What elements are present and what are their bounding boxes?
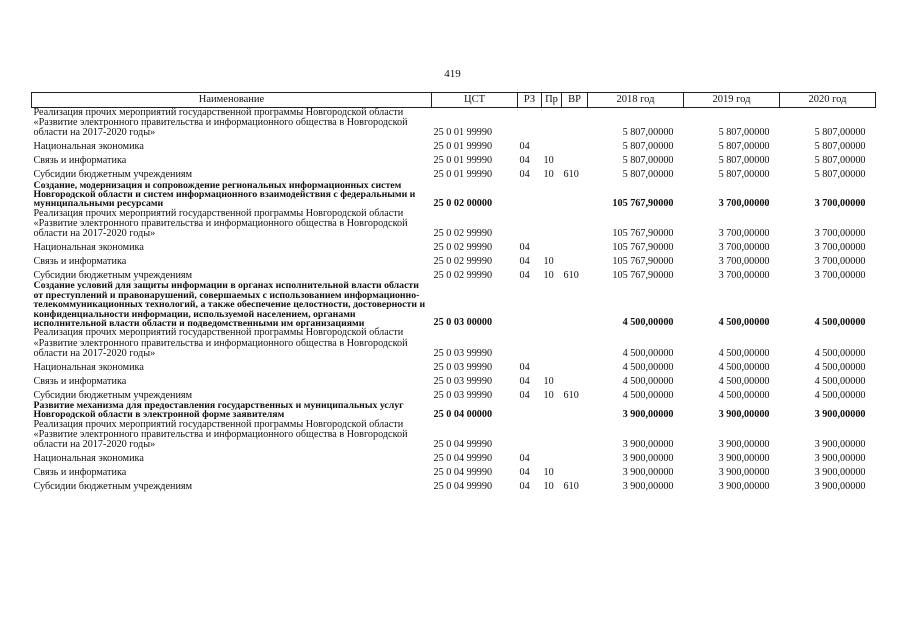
- cell-pr: [542, 328, 562, 359]
- cell-rz: 04: [519, 155, 530, 167]
- cell-name: Связь и информатика: [33, 467, 127, 479]
- cell-pr: 10: [543, 270, 554, 282]
- cell-pr: [542, 359, 562, 373]
- cell-2019: 4 500,00000: [718, 375, 770, 387]
- table-row: [32, 479, 876, 493]
- cell-name: Связь и информатика: [33, 155, 127, 167]
- header-name: Наименование: [32, 93, 432, 108]
- table-row: [32, 167, 876, 181]
- cell-vr: [562, 239, 588, 253]
- cell-vr: [562, 253, 588, 267]
- cell-vr: [562, 465, 588, 479]
- table-row: [32, 328, 876, 359]
- cell-2019: 5 807,00000: [718, 127, 770, 139]
- cell-pr: 10: [543, 375, 554, 387]
- cell-cst: 25 0 03 99990: [433, 347, 493, 359]
- cell-pr: [542, 401, 562, 420]
- cell-name: Национальная экономика: [33, 141, 144, 153]
- cell-2020: 3 700,00000: [814, 256, 866, 268]
- cell-2020: 3 900,00000: [814, 439, 866, 451]
- cell-name: Реализация прочих мероприятий государственной программы Новгородской области «Развитие электронного правительства и информационного общества в Новгородской области на 2017-2020 годы»: [33, 107, 408, 139]
- cell-vr: 610: [563, 270, 579, 282]
- cell-2019: 3 900,00000: [718, 453, 770, 465]
- cell-rz: 04: [519, 389, 530, 401]
- cell-cst: 25 0 02 99990: [433, 242, 493, 254]
- cell-2019: 3 900,00000: [718, 481, 770, 493]
- cell-2018: 4 500,00000: [622, 389, 674, 401]
- cell-2018: 105 767,90000: [612, 270, 674, 282]
- cell-vr: [562, 153, 588, 167]
- cell-rz: [518, 209, 542, 240]
- cell-cst: 25 0 02 99990: [433, 256, 493, 268]
- cell-vr: 610: [563, 169, 579, 181]
- cell-2018: 4 500,00000: [622, 361, 674, 373]
- cell-2020: 3 700,00000: [814, 228, 866, 240]
- cell-rz: 04: [519, 361, 530, 373]
- cell-name: Субсидии бюджетным учреждениям: [33, 169, 193, 181]
- cell-2019: 4 500,00000: [718, 389, 770, 401]
- cell-2019: 3 700,00000: [718, 256, 770, 268]
- cell-2018: 105 767,90000: [612, 242, 674, 254]
- cell-2018: 3 900,00000: [622, 408, 674, 420]
- cell-2020: 4 500,00000: [814, 375, 866, 387]
- cell-pr: [542, 420, 562, 451]
- cell-cst: 25 0 04 99990: [433, 481, 493, 493]
- cell-2020: 5 807,00000: [814, 169, 866, 181]
- header-vr: ВР: [562, 93, 588, 108]
- cell-pr: [542, 108, 562, 139]
- cell-2019: 3 700,00000: [718, 197, 770, 209]
- cell-rz: [518, 401, 542, 420]
- header-2019: 2019 год: [684, 93, 780, 108]
- cell-2018: 5 807,00000: [622, 155, 674, 167]
- cell-2019: 3 700,00000: [718, 228, 770, 240]
- cell-rz: [518, 181, 542, 209]
- cell-2019: 3 900,00000: [718, 408, 770, 420]
- cell-vr: 610: [563, 481, 579, 493]
- cell-2018: 3 900,00000: [622, 453, 674, 465]
- cell-vr: [562, 359, 588, 373]
- header-2020: 2020 год: [780, 93, 876, 108]
- header-row: [32, 93, 876, 108]
- header-rz: РЗ: [518, 93, 542, 108]
- cell-rz: 04: [519, 141, 530, 153]
- cell-2018: 3 900,00000: [622, 481, 674, 493]
- cell-2020: 3 700,00000: [814, 270, 866, 282]
- cell-2019: 3 900,00000: [718, 439, 770, 451]
- cell-pr: 10: [543, 481, 554, 493]
- cell-2020: 3 700,00000: [814, 197, 866, 209]
- table-row: [32, 401, 876, 420]
- cell-name: Реализация прочих мероприятий государственной программы Новгородской области «Развитие электронного правительства и информационного общества в Новгородской области на 2017-2020 годы»: [33, 418, 408, 451]
- cell-rz: 04: [519, 481, 530, 493]
- cell-rz: [518, 420, 542, 451]
- cell-cst: 25 0 01 99990: [433, 127, 493, 139]
- cell-name: Национальная экономика: [33, 242, 144, 254]
- cell-pr: [542, 139, 562, 153]
- cell-vr: [562, 451, 588, 465]
- cell-rz: 04: [519, 467, 530, 479]
- cell-vr: [562, 209, 588, 240]
- cell-2019: 3 700,00000: [718, 242, 770, 254]
- table-row: [32, 387, 876, 401]
- cell-2020: 3 900,00000: [814, 453, 866, 465]
- table-row: [32, 253, 876, 267]
- cell-2018: 5 807,00000: [622, 141, 674, 153]
- cell-cst: 25 0 01 99990: [433, 141, 493, 153]
- cell-2020: 4 500,00000: [814, 361, 866, 373]
- cell-vr: [562, 401, 588, 420]
- cell-rz: [518, 281, 542, 328]
- cell-pr: 10: [543, 389, 554, 401]
- cell-2018: 3 900,00000: [622, 467, 674, 479]
- cell-2019: 3 900,00000: [718, 467, 770, 479]
- cell-vr: [562, 373, 588, 387]
- cell-cst: 25 0 04 00000: [433, 408, 493, 420]
- cell-cst: 25 0 04 99990: [433, 467, 493, 479]
- cell-2019: 4 500,00000: [718, 347, 770, 359]
- table-row: [32, 181, 876, 209]
- table-row: [32, 209, 876, 240]
- cell-name: Субсидии бюджетным учреждениям: [33, 270, 193, 282]
- cell-pr: [542, 239, 562, 253]
- cell-2018: 105 767,90000: [612, 197, 674, 209]
- cell-cst: 25 0 03 99990: [433, 375, 493, 387]
- cell-pr: [542, 209, 562, 240]
- cell-cst: 25 0 02 99990: [433, 270, 493, 282]
- budget-table: [31, 92, 876, 493]
- table-row: [32, 108, 876, 139]
- cell-rz: 04: [519, 453, 530, 465]
- table-body: [32, 108, 876, 493]
- table-row: [32, 239, 876, 253]
- cell-name: Связь и информатика: [33, 256, 127, 268]
- header-cst: ЦСТ: [432, 93, 518, 108]
- cell-2019: 3 700,00000: [718, 270, 770, 282]
- cell-pr: 10: [543, 169, 554, 181]
- cell-rz: [518, 108, 542, 139]
- cell-vr: [562, 139, 588, 153]
- cell-2020: 5 807,00000: [814, 127, 866, 139]
- table-row: [32, 281, 876, 328]
- cell-2019: 4 500,00000: [718, 317, 770, 329]
- cell-vr: 610: [563, 389, 579, 401]
- header-2018: 2018 год: [588, 93, 684, 108]
- cell-2018: 4 500,00000: [622, 375, 674, 387]
- cell-cst: 25 0 03 99990: [433, 389, 493, 401]
- cell-cst: 25 0 01 99990: [433, 155, 493, 167]
- cell-2018: 3 900,00000: [622, 439, 674, 451]
- cell-2020: 3 900,00000: [814, 481, 866, 493]
- cell-name: Реализация прочих мероприятий государственной программы Новгородской области «Развитие электронного правительства и информационного общества в Новгородской области на 2017-2020 годы»: [33, 207, 408, 240]
- cell-2018: 4 500,00000: [622, 317, 674, 329]
- cell-cst: 25 0 02 99990: [433, 228, 493, 240]
- cell-name: Развитие механизма для предоставления государственных и муниципальных услуг Новгородской области в электронной форме заявителям: [33, 400, 404, 421]
- cell-cst: 25 0 03 99990: [433, 361, 493, 373]
- cell-name: Национальная экономика: [33, 453, 144, 465]
- cell-name: Создание, модернизация и сопровождение региональных информационных систем Новгородской области и систем информационного взаимодействия с федеральными и муниципальными ресурсами: [33, 179, 416, 210]
- cell-name: Реализация прочих мероприятий государственной программы Новгородской области «Развитие электронного правительства и информационного общества в Новгородской области на 2017-2020 годы»: [33, 327, 408, 359]
- cell-pr: [542, 281, 562, 328]
- cell-vr: [562, 108, 588, 139]
- cell-2020: 4 500,00000: [814, 317, 866, 329]
- table-row: [32, 267, 876, 281]
- cell-rz: 04: [519, 169, 530, 181]
- cell-2019: 4 500,00000: [718, 361, 770, 373]
- cell-2019: 5 807,00000: [718, 169, 770, 181]
- table-row: [32, 359, 876, 373]
- cell-2018: 105 767,90000: [612, 228, 674, 240]
- cell-rz: 04: [519, 375, 530, 387]
- cell-vr: [562, 420, 588, 451]
- table-header: [32, 93, 876, 108]
- cell-2020: 3 900,00000: [814, 408, 866, 420]
- cell-rz: 04: [519, 242, 530, 254]
- cell-rz: 04: [519, 270, 530, 282]
- cell-2018: 105 767,90000: [612, 256, 674, 268]
- cell-cst: 25 0 03 00000: [433, 317, 493, 329]
- cell-2018: 4 500,00000: [622, 347, 674, 359]
- cell-2020: 4 500,00000: [814, 389, 866, 401]
- cell-2018: 5 807,00000: [622, 169, 674, 181]
- cell-2019: 5 807,00000: [718, 141, 770, 153]
- cell-2020: 5 807,00000: [814, 141, 866, 153]
- cell-vr: [562, 328, 588, 359]
- cell-name: Субсидии бюджетным учреждениям: [33, 481, 193, 493]
- table-row: [32, 139, 876, 153]
- cell-2020: 4 500,00000: [814, 347, 866, 359]
- cell-cst: 25 0 04 99990: [433, 439, 493, 451]
- header-pr: Пр: [542, 93, 562, 108]
- cell-pr: [542, 451, 562, 465]
- cell-2020: 5 807,00000: [814, 155, 866, 167]
- table-row: [32, 373, 876, 387]
- cell-cst: 25 0 02 00000: [433, 197, 493, 209]
- cell-rz: 04: [519, 256, 530, 268]
- cell-2020: 3 700,00000: [814, 242, 866, 254]
- table-row: [32, 451, 876, 465]
- cell-cst: 25 0 01 99990: [433, 169, 493, 181]
- cell-vr: [562, 281, 588, 328]
- cell-cst: 25 0 04 99990: [433, 453, 493, 465]
- cell-2020: 3 900,00000: [814, 467, 866, 479]
- cell-vr: [562, 181, 588, 209]
- cell-rz: [518, 328, 542, 359]
- cell-pr: 10: [543, 155, 554, 167]
- cell-2018: 5 807,00000: [622, 127, 674, 139]
- cell-2019: 5 807,00000: [718, 155, 770, 167]
- page-number: 419: [444, 68, 461, 80]
- cell-pr: 10: [543, 256, 554, 268]
- table-row: [32, 465, 876, 479]
- cell-pr: 10: [543, 467, 554, 479]
- cell-name: Создание условий для защиты информации в органах исполнительной власти области от преступлений и правонарушений, совершаемых с использованием информационно-телекоммуникационных технологий, а также обеспечение целостности, достоверности и конфиденциальности информации, используемой населением, органами исполнительной власти области и подведомственными им организациями: [33, 280, 426, 330]
- cell-name: Субсидии бюджетным учреждениям: [33, 389, 193, 401]
- cell-pr: [542, 181, 562, 209]
- table-row: [32, 153, 876, 167]
- cell-name: Связь и информатика: [33, 375, 127, 387]
- cell-name: Национальная экономика: [33, 361, 144, 373]
- table-row: [32, 420, 876, 451]
